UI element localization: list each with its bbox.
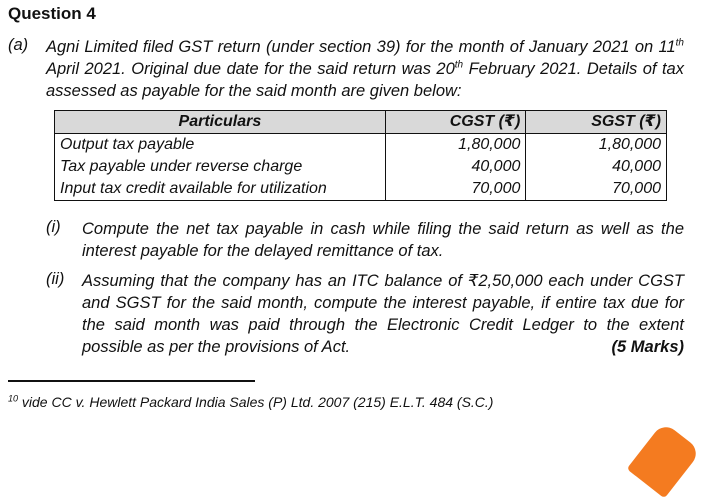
part-a-text-1: Agni Limited filed GST return (under section 39) for the month of January 2021 on 11 [46,38,676,56]
row-cgst: 40,000 [385,156,526,178]
table-row [55,134,667,157]
part-a-text-2: April 2021. Original due date for the said return was 20 [46,60,455,78]
sub-ii-text: Assuming that the company has an ITC balance of ₹2,50,000 each under CGST and SGST for the said month, compute the interest payable, if entire tax due for the said month was paid through the Electronic Credit Ledger to the extent possible as per the provisions of Act. [82,272,684,356]
table-row [55,156,667,178]
row-label: Tax payable under reverse charge [55,156,386,178]
row-sgst: 1,80,000 [526,134,667,157]
part-a-sup-2: th [454,59,464,71]
part-a-text-3: February 2021. Details of tax assessed as payable for the said month are given below: [46,60,684,100]
row-cgst: 1,80,000 [385,134,526,157]
sub-ii-marker: (ii) [46,270,65,288]
sub-ii-paragraph [82,270,684,358]
row-sgst: 40,000 [526,156,667,178]
row-label: Input tax credit available for utilization [55,178,386,201]
part-a-paragraph [46,36,684,102]
row-cgst: 70,000 [385,178,526,201]
sub-i-marker: (i) [46,218,61,236]
row-sgst: 70,000 [526,178,667,201]
footnote [8,394,493,410]
header-cgst: CGST (₹) [385,111,526,134]
table-header-row [55,111,667,134]
part-a-sup-1: th [675,37,684,49]
footnote-text: vide CC v. Hewlett Packard India Sales (P) Ltd. 2007 (215) E.L.T. 484 (S.C.) [18,394,494,410]
orange-decor-shape [627,422,702,498]
footnote-number: 10 [8,393,19,404]
question-heading: Question 4 [8,4,96,23]
footnote-divider [8,380,255,382]
header-particulars: Particulars [55,111,386,134]
row-label: Output tax payable [55,134,386,157]
sub-i-paragraph: Compute the net tax payable in cash while filing the said return as well as the interest payable for the delayed remittance of tax. [82,220,684,260]
marks-label: (5 Marks) [611,338,684,356]
table-row [55,178,667,201]
header-sgst: SGST (₹) [526,111,667,134]
part-a-marker: (a) [8,36,29,54]
tax-table [54,110,667,201]
